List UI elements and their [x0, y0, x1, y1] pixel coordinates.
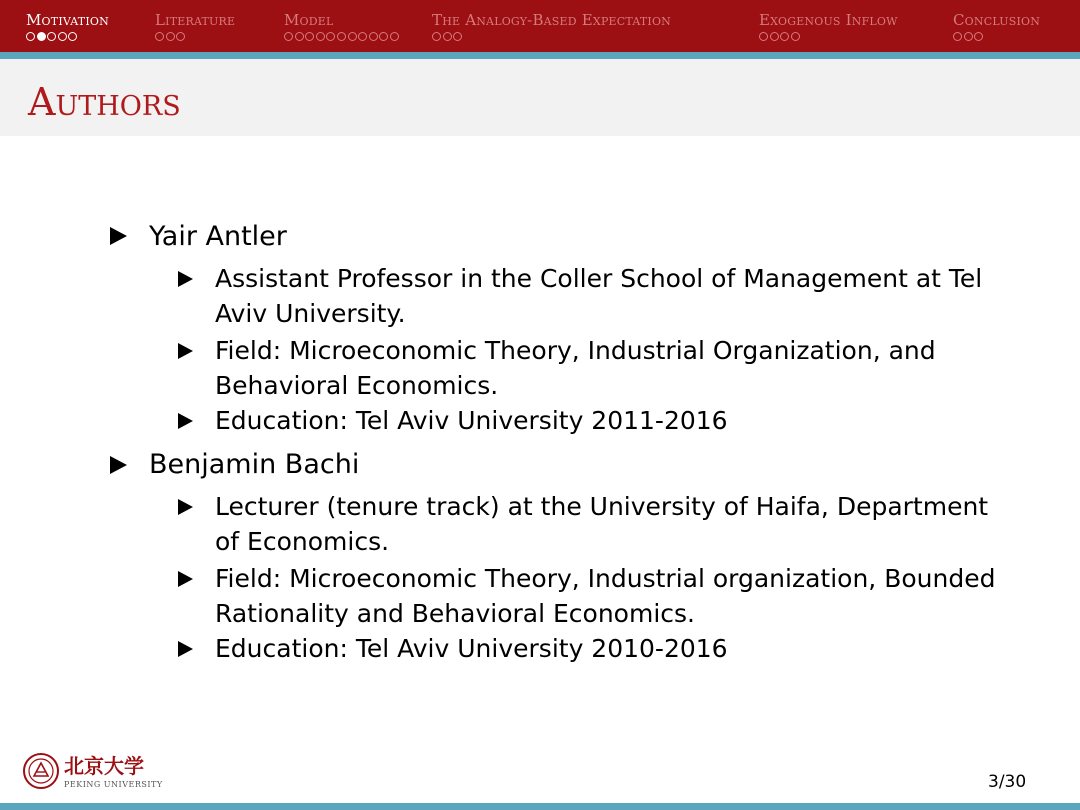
nav-frame-dot[interactable]: [166, 32, 175, 41]
nav-frame-dot[interactable]: [68, 32, 77, 41]
author-detail: Education: Tel Aviv University 2011-2016: [215, 406, 728, 435]
page-title: Authors: [28, 80, 181, 124]
nav-frame-dot[interactable]: [326, 32, 335, 41]
nav-section-dots[interactable]: [284, 32, 401, 44]
nav-section-dots[interactable]: [26, 32, 109, 44]
author-detail: Lecturer (tenure track) at the University of Haifa, Department of Economics.: [215, 492, 989, 556]
bullet-triangle-icon: [178, 271, 193, 287]
nav-section-dots[interactable]: [155, 32, 235, 44]
nav-frame-dot[interactable]: [791, 32, 800, 41]
nav-frame-dot[interactable]: [337, 32, 346, 41]
page-number: 3/30: [988, 772, 1027, 792]
nav-section-model[interactable]: [284, 10, 401, 44]
nav-section-dots[interactable]: [953, 32, 1040, 44]
nav-section-literature[interactable]: [155, 10, 235, 44]
nav-frame-dot[interactable]: [964, 32, 973, 41]
nav-frame-dot[interactable]: [780, 32, 789, 41]
nav-frame-dot[interactable]: [284, 32, 293, 41]
nav-frame-dot[interactable]: [390, 32, 399, 41]
nav-section-title[interactable]: Exogenous Inflow: [759, 11, 898, 29]
author-detail: Field: Microeconomic Theory, Industrial Organization, and Behavioral Economics.: [215, 336, 936, 400]
author-name: Benjamin Bachi: [149, 449, 360, 480]
nav-frame-dot[interactable]: [358, 32, 367, 41]
nav-frame-dot[interactable]: [295, 32, 304, 41]
bullet-triangle-icon: [110, 227, 127, 245]
nav-frame-dot[interactable]: [369, 32, 378, 41]
nav-section-title[interactable]: Literature: [155, 11, 236, 29]
navigation-bar: [0, 0, 1080, 52]
nav-section-dots[interactable]: [759, 32, 898, 44]
nav-section-title[interactable]: Conclusion: [953, 11, 1041, 29]
university-name-chinese: 北京大学: [64, 754, 144, 778]
nav-section-analogy-based-expectation[interactable]: [432, 10, 671, 44]
nav-section-title[interactable]: Model: [284, 11, 334, 29]
navbar-accent-line: [0, 52, 1080, 59]
author-name: Yair Antler: [149, 221, 287, 252]
nav-frame-dot[interactable]: [305, 32, 314, 41]
bullet-triangle-icon: [178, 343, 193, 359]
nav-frame-dot[interactable]: [432, 32, 441, 41]
nav-section-exogenous-inflow[interactable]: [759, 10, 898, 44]
bullet-triangle-icon: [178, 413, 193, 429]
bullet-triangle-icon: [178, 641, 193, 657]
bullet-triangle-icon: [178, 571, 193, 587]
university-seal-icon: [22, 752, 60, 790]
nav-frame-dot[interactable]: [379, 32, 388, 41]
slide-content: [0, 136, 1080, 736]
author-detail: Assistant Professor in the Coller School of Management at Tel Aviv University.: [215, 264, 983, 328]
nav-frame-dot[interactable]: [47, 32, 56, 41]
author-detail: Education: Tel Aviv University 2010-2016: [215, 634, 728, 663]
nav-frame-dot[interactable]: [453, 32, 462, 41]
nav-section-conclusion[interactable]: [953, 10, 1040, 44]
university-name-english: PEKING UNIVERSITY: [64, 780, 163, 789]
nav-section-title[interactable]: The Analogy-Based Expectation: [432, 11, 671, 29]
footer-accent-line: [0, 803, 1080, 810]
university-logo: [22, 752, 162, 798]
author-detail: Field: Microeconomic Theory, Industrial organization, Bounded Rationality and Behavioral Economics.: [215, 564, 996, 628]
frame-title-band: [0, 59, 1080, 136]
nav-section-motivation[interactable]: [26, 10, 109, 44]
nav-frame-dot[interactable]: [348, 32, 357, 41]
nav-frame-dot[interactable]: [58, 32, 67, 41]
nav-frame-dot[interactable]: [155, 32, 164, 41]
nav-frame-dot[interactable]: [37, 32, 46, 41]
nav-frame-dot[interactable]: [176, 32, 185, 41]
bullet-triangle-icon: [110, 456, 127, 474]
nav-frame-dot[interactable]: [770, 32, 779, 41]
nav-frame-dot[interactable]: [953, 32, 962, 41]
nav-frame-dot[interactable]: [443, 32, 452, 41]
nav-frame-dot[interactable]: [974, 32, 983, 41]
nav-frame-dot[interactable]: [316, 32, 325, 41]
nav-section-dots[interactable]: [432, 32, 671, 44]
bullet-triangle-icon: [178, 499, 193, 515]
nav-frame-dot[interactable]: [759, 32, 768, 41]
nav-section-title[interactable]: Motivation: [26, 11, 109, 29]
nav-frame-dot[interactable]: [26, 32, 35, 41]
